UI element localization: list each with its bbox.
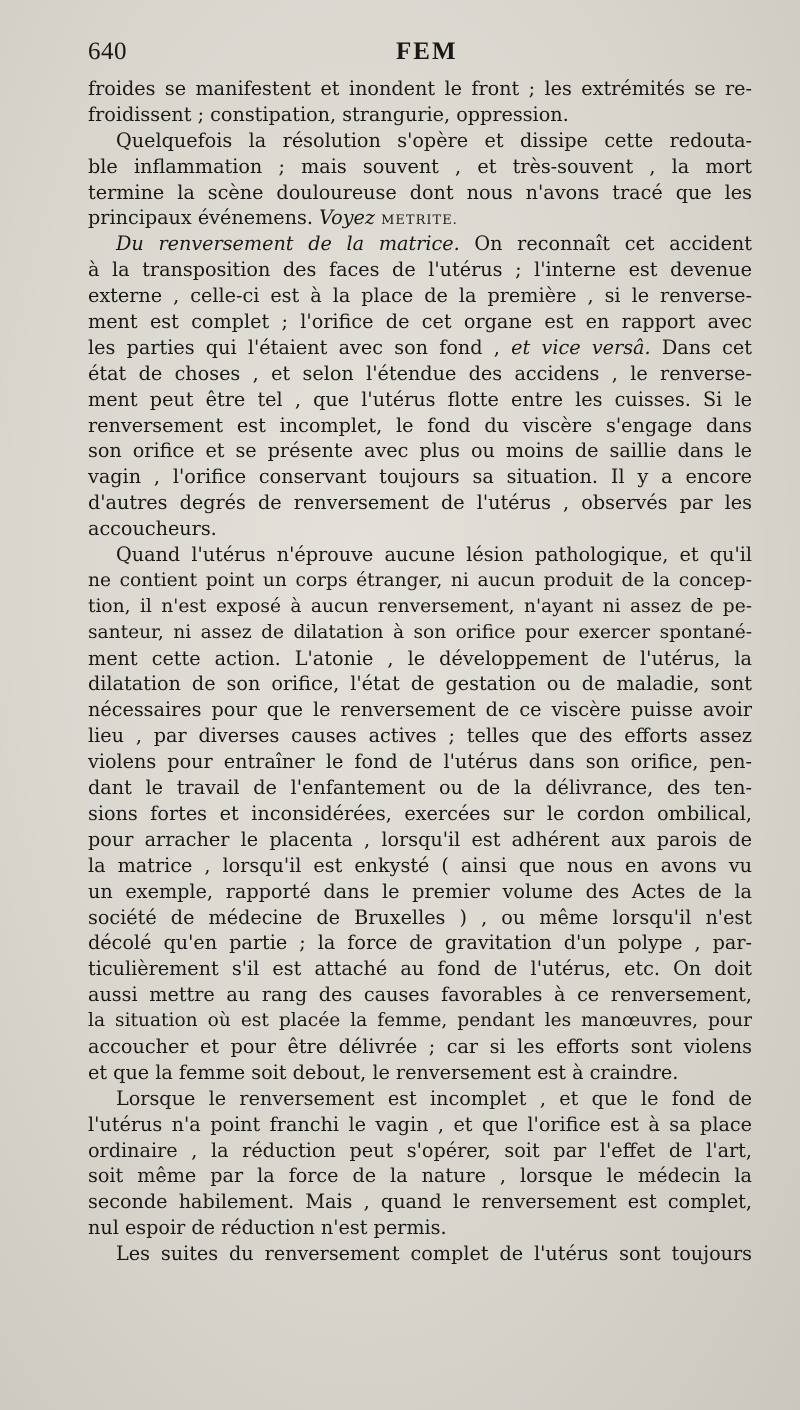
text-line: ticulièrement s'il est attaché au fond de l'utérus, etc. On doit bbox=[88, 957, 752, 981]
text-line: l'utérus n'a point franchi le vagin , et que l'orifice est à sa place bbox=[88, 1112, 752, 1136]
text-line: d'autres degrés de renversement de l'utérus , observés par les bbox=[88, 491, 752, 515]
paragraph-start: Les suites du renversement complet de l'utérus sont toujours bbox=[116, 1242, 752, 1266]
paragraph-start: Quelquefois la résolution s'opère et dissipe cette redouta- bbox=[116, 128, 752, 152]
text-line: termine la scène douloureuse dont nous n'avons tracé que les bbox=[88, 180, 752, 204]
body-text bbox=[88, 76, 752, 1267]
text-line: principaux événemens. Voyez METRITE. bbox=[88, 206, 458, 230]
text-line: ment peut être tel , que l'utérus flotte entre les cuisses. Si le bbox=[88, 387, 752, 411]
text-line: et que la femme soit debout, le renversement est à craindre. bbox=[88, 1060, 679, 1084]
text-line: froidissent ; constipation, strangurie, oppression. bbox=[88, 102, 569, 126]
text-line: état de choses , et selon l'étendue des accidens , le renverse- bbox=[88, 361, 752, 385]
text-line: renversement est incomplet, le fond du viscère s'engage dans bbox=[88, 413, 752, 437]
text-line: société de médecine de Bruxelles ) , ou même lorsqu'il n'est bbox=[88, 905, 752, 929]
page-number: 640 bbox=[88, 38, 127, 65]
text-line: nul espoir de réduction n'est permis. bbox=[88, 1216, 447, 1240]
text-line: pour arracher le placenta , lorsqu'il est adhérent aux parois de bbox=[88, 827, 752, 851]
text-line: violens pour entraîner le fond de l'utérus dans son orifice, pen- bbox=[88, 750, 752, 774]
text-line: son orifice et se présente avec plus ou moins de saillie dans le bbox=[88, 439, 752, 463]
cross-reference-target: METRITE. bbox=[381, 213, 458, 229]
text-line: ment est complet ; l'orifice de cet organe est en rapport avec bbox=[88, 310, 752, 334]
text-line: soit même par la force de la nature , lorsque le médecin la bbox=[88, 1164, 752, 1188]
text-line: ne contient point un corps étranger, ni aucun produit de la concep- bbox=[88, 569, 752, 591]
text-line: la matrice , lorsqu'il est enkysté ( ainsi que nous en avons vu bbox=[88, 853, 752, 877]
text-line: aussi mettre au rang des causes favorables à ce renversement, bbox=[88, 983, 752, 1007]
text-line: ment cette action. L'atonie , le développement de l'utérus, la bbox=[88, 646, 752, 670]
text-line: décolé qu'en partie ; la force de gravitation d'un polype , par- bbox=[88, 931, 752, 955]
text-line: tion, il n'est exposé à aucun renversement, n'ayant ni assez de pe- bbox=[88, 595, 752, 617]
text-line: vagin , l'orifice conservant toujours sa situation. Il y a encore bbox=[88, 465, 752, 489]
text-line: à la transposition des faces de l'utérus ; l'interne est devenue bbox=[88, 258, 752, 282]
running-head: FEM bbox=[396, 38, 458, 65]
page-header bbox=[88, 38, 752, 68]
text-line: un exemple, rapporté dans le premier volume des Actes de la bbox=[88, 879, 752, 903]
section-heading-line: Du renversement de la matrice. On reconnaît cet accident bbox=[116, 232, 752, 256]
text-line: froides se manifestent et inondent le front ; les extrémités se re- bbox=[88, 77, 752, 100]
text-line: seconde habilement. Mais , quand le renversement est complet, bbox=[88, 1190, 752, 1214]
text-line: accoucheurs. bbox=[88, 517, 217, 541]
text-line: nécessaires pour que le renversement de ce viscère puisse avoir bbox=[88, 698, 752, 722]
cross-reference-voyez: Voyez bbox=[319, 206, 376, 230]
text-line: lieu , par diverses causes actives ; telles que des efforts assez bbox=[88, 724, 752, 748]
text-line: accoucher et pour être délivrée ; car si les efforts sont violens bbox=[88, 1034, 752, 1058]
text-line: dant le travail de l'enfantement ou de la délivrance, des ten- bbox=[88, 776, 752, 800]
paragraph-start: Lorsque le renversement est incomplet , et que le fond de bbox=[116, 1086, 752, 1110]
text-line: la situation où est placée la femme, pendant les manœuvres, pour bbox=[88, 1010, 752, 1032]
text-line: santeur, ni assez de dilatation à son orifice pour exercer spontané- bbox=[88, 621, 752, 643]
paragraph-start: Quand l'utérus n'éprouve aucune lésion pathologique, et qu'il bbox=[116, 543, 752, 567]
text-line: les parties qui l'étaient avec son fond , et vice versâ. Dans cet bbox=[88, 335, 752, 359]
text-line: dilatation de son orifice, l'état de gestation ou de maladie, sont bbox=[88, 672, 752, 696]
text-line: ordinaire , la réduction peut s'opérer, soit par l'effet de l'art, bbox=[88, 1138, 752, 1162]
text-line: ble inflammation ; mais souvent , et très-souvent , la mort bbox=[88, 154, 752, 178]
text-line: sions fortes et inconsidérées, exercées sur le cordon ombilical, bbox=[88, 801, 752, 825]
text-line: externe , celle-ci est à la place de la première , si le renverse- bbox=[88, 284, 752, 308]
section-heading: Du renversement de la matrice. bbox=[116, 232, 460, 256]
